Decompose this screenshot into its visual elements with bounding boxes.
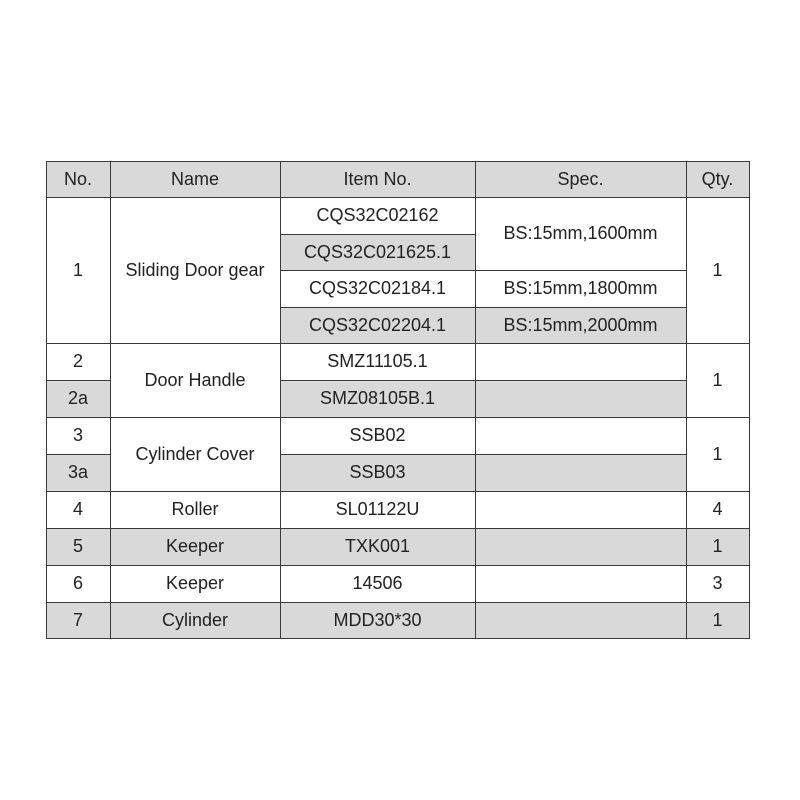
- cell-no: 4: [46, 491, 111, 529]
- cell-item-no: SL01122U: [280, 491, 476, 529]
- header-qty: Qty.: [686, 161, 750, 198]
- cell-spec: [475, 343, 687, 381]
- cell-item-no: SSB03: [280, 454, 476, 492]
- cell-name: Cylinder: [110, 602, 281, 639]
- cell-spec: [475, 417, 687, 455]
- cell-no: 7: [46, 602, 111, 639]
- header-item-no: Item No.: [280, 161, 476, 198]
- cell-item-no: CQS32C021625.1: [280, 234, 476, 271]
- cell-name: Keeper: [110, 528, 281, 566]
- cell-item-no: SSB02: [280, 417, 476, 455]
- cell-no: 6: [46, 565, 111, 603]
- cell-spec: [475, 528, 687, 566]
- cell-name: Keeper: [110, 565, 281, 603]
- cell-qty: 1: [686, 602, 750, 639]
- cell-no: 2a: [46, 380, 111, 418]
- cell-item-no: CQS32C02162: [280, 197, 476, 235]
- cell-name: Roller: [110, 491, 281, 529]
- cell-item-no: SMZ11105.1: [280, 343, 476, 381]
- header-no: No.: [46, 161, 111, 198]
- cell-item-no: CQS32C02184.1: [280, 270, 476, 308]
- cell-no: 1: [46, 197, 111, 344]
- cell-no: 2: [46, 343, 111, 381]
- cell-spec: [475, 491, 687, 529]
- cell-spec: [475, 565, 687, 603]
- header-name: Name: [110, 161, 281, 198]
- cell-no: 3a: [46, 454, 111, 492]
- cell-spec: BS:15mm,2000mm: [475, 307, 687, 344]
- cell-item-no: TXK001: [280, 528, 476, 566]
- cell-no: 3: [46, 417, 111, 455]
- cell-name: Cylinder Cover: [110, 417, 281, 492]
- cell-item-no: MDD30*30: [280, 602, 476, 639]
- cell-qty: 4: [686, 491, 750, 529]
- cell-qty: 3: [686, 565, 750, 603]
- header-spec: Spec.: [475, 161, 687, 198]
- cell-item-no: 14506: [280, 565, 476, 603]
- cell-no: 5: [46, 528, 111, 566]
- cell-qty: 1: [686, 417, 750, 492]
- cell-spec: BS:15mm,1600mm: [475, 197, 687, 271]
- cell-spec: [475, 602, 687, 639]
- cell-qty: 1: [686, 197, 750, 344]
- cell-qty: 1: [686, 343, 750, 418]
- cell-spec: BS:15mm,1800mm: [475, 270, 687, 308]
- cell-name: Door Handle: [110, 343, 281, 418]
- cell-spec: [475, 454, 687, 492]
- cell-item-no: SMZ08105B.1: [280, 380, 476, 418]
- cell-qty: 1: [686, 528, 750, 566]
- cell-spec: [475, 380, 687, 418]
- cell-name: Sliding Door gear: [110, 197, 281, 344]
- cell-item-no: CQS32C02204.1: [280, 307, 476, 344]
